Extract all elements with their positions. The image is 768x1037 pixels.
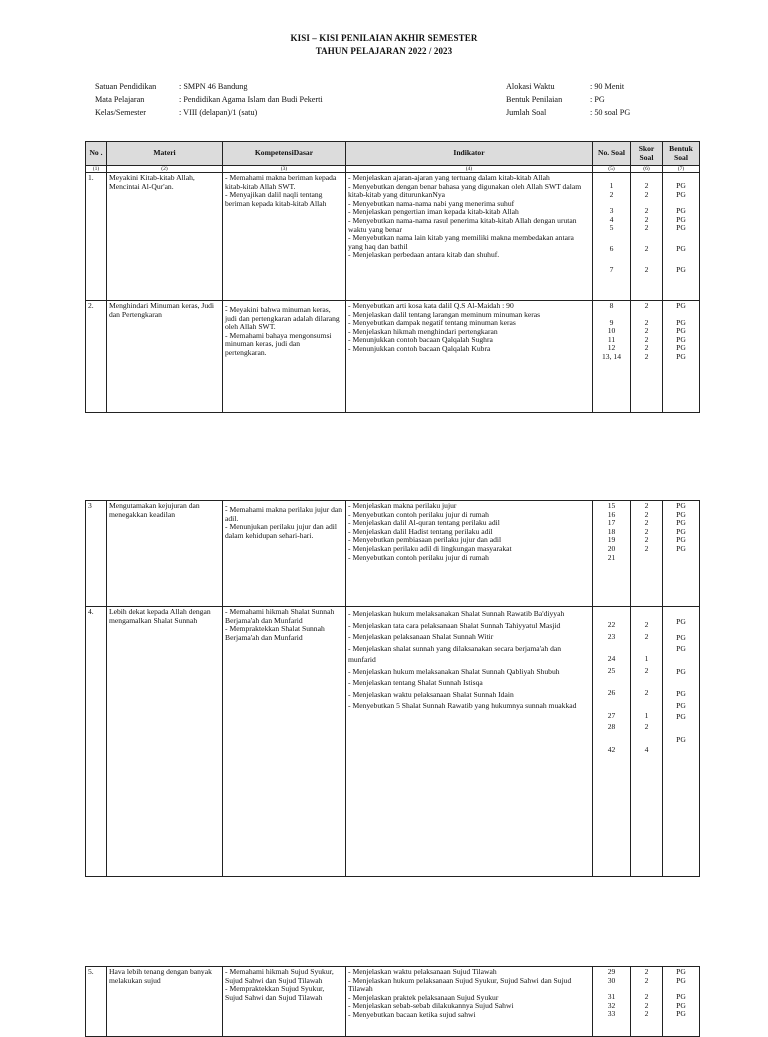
table-row	[86, 501, 700, 607]
row-indikator	[346, 967, 593, 1037]
bentuk-value: PG	[676, 351, 686, 361]
kompetensi-item: - Menyajikan dalil naqli tentang beriman kepada kitab-kitab Allah	[225, 191, 343, 208]
bentuk-value: PG	[676, 317, 686, 327]
soal-number: 2	[609, 189, 614, 199]
indikator-item: - Menyebutkan nama-nama rasul penerima kitab-kitab Allah dengan urutan waktu yang benar	[348, 217, 590, 234]
soal-number: 21	[607, 552, 616, 562]
bentuk-value: PG	[676, 301, 686, 310]
skor-value: 2	[644, 501, 649, 510]
skor-value: 4	[644, 744, 649, 754]
row-no-soal	[593, 501, 631, 607]
row-indikator	[346, 501, 593, 607]
bentuk-value: PG	[676, 214, 686, 224]
skor-value: 2	[644, 181, 649, 190]
skor-value: 2	[644, 535, 649, 545]
indikator-item: - Menunjukkan contoh bacaan Qalqalah Sughra	[348, 336, 590, 345]
skor-value: 2	[644, 543, 649, 553]
bentuk-value: PG	[676, 967, 686, 976]
indikator-item: - Menjelaskan praktek pelaksanaan Sujud Syukur	[348, 994, 590, 1003]
soal-number: 7	[609, 264, 614, 274]
row-number: 1.	[86, 173, 107, 301]
indikator-item: - Menjelaskan hikmah menghindari pertengkaran	[348, 328, 590, 337]
bentuk-value: PG	[676, 535, 686, 545]
bentuk-value: PG	[676, 644, 686, 653]
soal-number: 25	[607, 665, 616, 675]
soal-number: 1	[609, 181, 614, 190]
indikator-item: - Menjelaskan hukum pelaksanaan Sujud Syukur, Sujud Sahwi dan Sujud Tilawah	[348, 977, 590, 994]
kompetensi-item: - Memahami makna perilaku jujur dan adil.	[225, 506, 343, 523]
meta-right	[506, 80, 630, 119]
bentuk-value: PG	[676, 243, 686, 253]
meta-value: : SMPN 46 Bandung	[179, 82, 248, 91]
indikator-item: - Menjelaskan waktu pelaksanaan Shalat Sunnah Idain	[348, 689, 590, 701]
bentuk-value: PG	[676, 712, 686, 721]
row-skor	[631, 173, 663, 301]
bentuk-value: PG	[676, 518, 686, 528]
indikator-item: - Menjelaskan makna perilaku jujur	[348, 502, 590, 511]
skor-value: 2	[644, 214, 649, 224]
skor-value: 2	[644, 301, 649, 310]
indikator-item: - Menjelaskan perilaku adil di lingkungan masyarakat	[348, 545, 590, 554]
header-skor: Skor Soal	[631, 142, 663, 166]
indikator-item: - Menjelaskan pelaksanaan Shalat Sunnah Witir	[348, 631, 590, 643]
bentuk-value: PG	[676, 1009, 686, 1019]
skor-value: 2	[644, 722, 649, 731]
indikator-item: - Menyebutkan dengan benar bahasa yang digunakan oleh Allah SWT dalam kitab-kitab yang diturunkanNya	[348, 183, 590, 200]
soal-number: 27	[607, 710, 616, 720]
row-skor	[631, 967, 663, 1037]
indikator-item: - Menjelaskan waktu pelaksanaan Sujud Tilawah	[348, 968, 590, 977]
indikator-item: - Menjelaskan pengertian iman kepada kitab-kitab Allah	[348, 208, 590, 217]
bentuk-value: PG	[676, 501, 686, 510]
kompetensi-item: - Menunjukan perilaku jujur dan adil dalam kehidupan sehari-hari.	[225, 523, 343, 540]
indikator-item: - Menyebutkan nama lain kitab yang memiliki makna membedakan antara yang haq dan bathil	[348, 234, 590, 251]
bentuk-value: PG	[676, 223, 686, 233]
kompetensi-item: - Memahami makna beriman kepada kitab-kitab Allah SWT.	[225, 174, 343, 191]
soal-number: 29	[607, 967, 616, 976]
row-indikator	[346, 301, 593, 413]
soal-number: 9	[609, 317, 614, 327]
skor-value: 2	[644, 343, 649, 353]
skor-value: 2	[644, 206, 649, 216]
column-number: (7)	[663, 166, 700, 173]
soal-number: 22	[607, 620, 616, 629]
table-row	[86, 607, 700, 877]
kompetensi-item: - Memahami hikmah Shalat Sunnah Berjama'ah dan Munfarid	[225, 608, 343, 625]
soal-number: 13, 14	[602, 351, 621, 361]
meta-value: : 90 Menit	[590, 82, 625, 91]
column-number: (1)	[86, 166, 107, 173]
indikator-item: - Menjelaskan perbedaan antara kitab dan shuhuf.	[348, 251, 590, 260]
bentuk-value: PG	[676, 700, 686, 710]
bentuk-value: PG	[676, 526, 686, 536]
header-no: No .	[86, 142, 107, 166]
skor-value: 2	[644, 326, 649, 336]
document-title: KISI – KISI PENILAIAN AKHIR SEMESTER	[290, 33, 478, 43]
kisi-table-part-1	[85, 141, 700, 413]
row-kompetensi	[223, 607, 346, 877]
soal-number: 19	[607, 535, 616, 545]
row-bentuk	[663, 967, 700, 1037]
row-no-soal	[593, 173, 631, 301]
meta-key: Bentuk Penilaian	[506, 95, 563, 104]
header-no-soal: No. Soal	[593, 142, 631, 166]
soal-number: 10	[607, 326, 616, 336]
soal-number: 31	[607, 992, 616, 1002]
indikator-item: - Menjelaskan ajaran-ajaran yang tertuang dalam kitab-kitab Allah	[348, 174, 590, 183]
header-materi: Materi	[107, 142, 223, 166]
skor-value: 2	[644, 620, 649, 629]
column-number: (5)	[593, 166, 631, 173]
indikator-item: - Menjelaskan tata cara pelaksanaan Shalat Sunnah Tahiyyatul Masjid	[348, 620, 590, 632]
soal-number: 15	[607, 501, 616, 510]
meta-key: Jumlah Soal	[506, 108, 547, 117]
row-materi: Lebih dekat kepada Allah dengan mengamalkan Shalat Sunnah	[107, 607, 223, 877]
row-number: 5.	[86, 967, 107, 1037]
indikator-item: - Menyebutkan contoh perilaku jujur di rumah	[348, 511, 590, 520]
meta-value: : PG	[590, 95, 605, 104]
meta-value: : VIII (delapan)/1 (satu)	[179, 108, 258, 117]
header-indikator: Indikator	[346, 142, 593, 166]
skor-value: 2	[644, 509, 649, 519]
skor-value: 2	[644, 189, 649, 199]
row-bentuk	[663, 301, 700, 413]
row-no-soal	[593, 607, 631, 877]
bentuk-value: PG	[676, 189, 686, 199]
soal-number: 4	[609, 214, 614, 224]
kompetensi-item: - Meyakini bahwa minuman keras, judi dan pertengkaran adalah dilarang oleh Allah SWT.	[225, 306, 343, 332]
skor-value: 2	[644, 223, 649, 233]
meta-left	[95, 80, 323, 119]
kompetensi-item: - Memahami bahaya mengonsumsi minuman keras, judi dan pertengkaran.	[225, 332, 343, 358]
bentuk-value: PG	[676, 181, 686, 190]
bentuk-value: PG	[676, 617, 686, 626]
soal-number: 8	[609, 301, 614, 310]
soal-number: 23	[607, 631, 616, 641]
skor-value: 2	[644, 992, 649, 1002]
row-skor	[631, 607, 663, 877]
soal-number: 24	[607, 654, 616, 663]
soal-number: 26	[607, 688, 616, 697]
meta-value: : 50 soal PG	[590, 108, 631, 117]
indikator-item: - Menyebutkan dampak negatif tentang minuman keras	[348, 319, 590, 328]
row-materi: Hava lebih tenang dengan banyak melakukan sujud	[107, 967, 223, 1037]
soal-number: 20	[607, 543, 616, 553]
soal-number: 3	[609, 206, 614, 216]
row-kompetensi	[223, 967, 346, 1037]
soal-number: 42	[607, 744, 616, 754]
skor-value: 2	[644, 1009, 649, 1019]
header-kompetensi: KompetensiDasar	[223, 142, 346, 166]
row-indikator	[346, 607, 593, 877]
soal-number: 28	[607, 722, 616, 731]
skor-value: 2	[644, 317, 649, 327]
table-row	[86, 173, 700, 301]
skor-value: 2	[644, 518, 649, 528]
soal-number: 5	[609, 223, 614, 233]
kompetensi-item: - Mempraktekkan Sujud Syukur, Sujud Sahwi dan Sujud Tilawah	[225, 985, 343, 1002]
bentuk-value: PG	[676, 632, 686, 642]
bentuk-value: PG	[676, 543, 686, 553]
bentuk-value: PG	[676, 326, 686, 336]
soal-number: 11	[607, 334, 616, 344]
row-no-soal	[593, 301, 631, 413]
document-subtitle: TAHUN PELAJARAN 2022 / 2023	[315, 46, 453, 56]
indikator-item: - Menyebutkan 5 Shalat Sunnah Rawatib yang hukumnya sunnah muakkad	[348, 700, 590, 712]
bentuk-value: PG	[676, 666, 686, 676]
soal-number: 32	[607, 1000, 616, 1010]
indikator-item: - Menjelaskan dalil Hadist tentang perilaku adil	[348, 528, 590, 537]
bentuk-value: PG	[676, 1000, 686, 1010]
skor-value: 2	[644, 1000, 649, 1010]
indikator-item: - Menjelaskan hukum melaksanakan Shalat Sunnah Qabliyah Shubuh	[348, 666, 590, 678]
meta-key: Mata Pelajaran	[95, 95, 145, 104]
row-indikator	[346, 173, 593, 301]
row-kompetensi	[223, 173, 346, 301]
bentuk-value: PG	[676, 689, 686, 698]
header-bentuk: Bentuk Soal	[663, 142, 700, 166]
bentuk-value: PG	[676, 206, 686, 216]
indikator-item: - Menyebutkan pembiasaan perilaku jujur dan adil	[348, 536, 590, 545]
kompetensi-item: - Mempraktekkan Shalat Sunnah Berjama'ah dan Munfarid	[225, 625, 343, 642]
row-no-soal	[593, 967, 631, 1037]
row-skor	[631, 301, 663, 413]
skor-value: 2	[644, 967, 649, 976]
indikator-item: - Menyebutkan nama-nama nabi yang menerima suhuf	[348, 200, 590, 209]
bentuk-value: PG	[676, 734, 686, 744]
bentuk-value: PG	[676, 975, 686, 985]
row-bentuk	[663, 173, 700, 301]
meta-key: Kelas/Semester	[95, 108, 146, 117]
indikator-item: - Menjelaskan sebab-sebab dilakukannya Sujud Sahwi	[348, 1002, 590, 1011]
column-number: (6)	[631, 166, 663, 173]
kompetensi-item: - Memahami hikmah Sujud Syukur, Sujud Sahwi dan Sujud Tilawah	[225, 968, 343, 985]
skor-value: 2	[644, 351, 649, 361]
soal-number: 16	[607, 509, 616, 519]
indikator-item: - Menjelaskan dalil Al-quran tentang perilaku adil	[348, 519, 590, 528]
bentuk-value: PG	[676, 992, 686, 1002]
row-number: 2.	[86, 301, 107, 413]
indikator-item: - Menyebutkan arti kosa kata dalil Q.S Al-Maidah : 90	[348, 302, 590, 311]
skor-value: 2	[644, 688, 649, 697]
soal-number: 17	[607, 518, 616, 528]
row-number: 4.	[86, 607, 107, 877]
row-bentuk	[663, 607, 700, 877]
skor-value: 2	[644, 526, 649, 536]
column-number: (4)	[346, 166, 593, 173]
row-kompetensi	[223, 501, 346, 607]
soal-number: 33	[607, 1009, 616, 1019]
skor-value: 1	[644, 710, 649, 720]
bentuk-value: PG	[676, 509, 686, 519]
indikator-item: - Menjelaskan tentang Shalat Sunnah Istisqa	[348, 677, 590, 689]
kisi-table-part-3	[85, 966, 700, 1037]
row-materi: Meyakini Kitab-kitab Allah, Mencintai Al-Qur'an.	[107, 173, 223, 301]
row-kompetensi	[223, 301, 346, 413]
row-number: 3	[86, 501, 107, 607]
row-materi: Mengutamakan kejujuran dan menegakkan keadilan	[107, 501, 223, 607]
kisi-table-part-2	[85, 500, 700, 877]
skor-value: 2	[644, 631, 649, 641]
soal-number: 6	[609, 243, 614, 253]
skor-value: 1	[644, 654, 649, 663]
bentuk-value: PG	[676, 334, 686, 344]
column-number: (2)	[107, 166, 223, 173]
column-number: (3)	[223, 166, 346, 173]
table-row	[86, 967, 700, 1037]
indikator-item: - Menjelaskan shalat sunnah yang dilaksanakan secara berjama'ah dan munfarid	[348, 643, 590, 666]
meta-key: Satuan Pendidikan	[95, 82, 157, 91]
row-bentuk	[663, 501, 700, 607]
indikator-item: - Menunjukkan contoh bacaan Qalqalah Kubra	[348, 345, 590, 354]
skor-value: 2	[644, 665, 649, 675]
meta-value: : Pendidikan Agama Islam dan Budi Pekerti	[179, 95, 323, 104]
table-row	[86, 301, 700, 413]
row-skor	[631, 501, 663, 607]
indikator-item: - Menjelaskan hukum melaksanakan Shalat Sunnah Rawatib Ba'diyyah	[348, 608, 590, 620]
skor-value: 2	[644, 243, 649, 253]
row-materi: Menghindari Minuman keras, Judi dan Pertengkaran	[107, 301, 223, 413]
skor-value: 2	[644, 264, 649, 274]
soal-number: 12	[607, 343, 616, 353]
indikator-item: - Menjelaskan dalil tentang larangan meminum minuman keras	[348, 311, 590, 320]
soal-number: 30	[607, 975, 616, 985]
soal-number: 18	[607, 526, 616, 536]
bentuk-value: PG	[676, 343, 686, 353]
meta-key: Alokasi Waktu	[506, 82, 555, 91]
bentuk-value: PG	[676, 264, 686, 274]
indikator-item: - Menyebutkan bacaan ketika sujud sahwi	[348, 1011, 590, 1020]
indikator-item: - Menyebutkan contoh perilaku jujur di rumah	[348, 554, 590, 563]
skor-value: 2	[644, 975, 649, 985]
skor-value: 2	[644, 334, 649, 344]
